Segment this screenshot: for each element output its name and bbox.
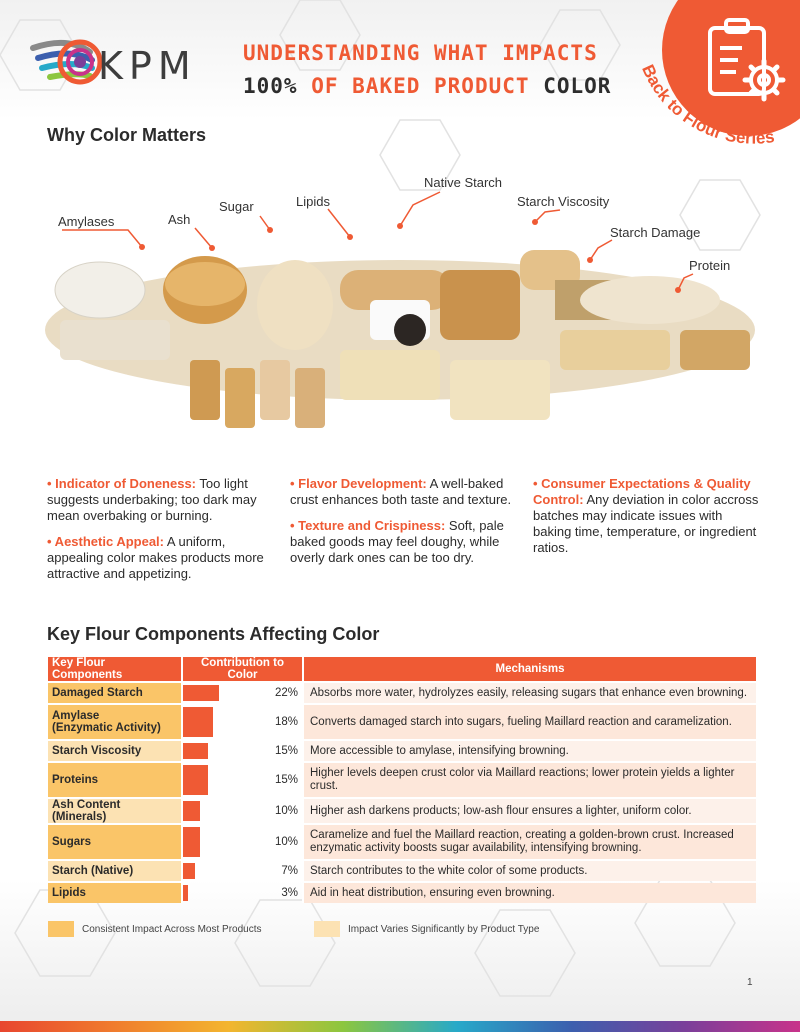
- callout-starch-viscosity: Starch Viscosity: [517, 194, 610, 209]
- column-header: Contribution to Color: [181, 657, 302, 681]
- component-name: Lipids: [48, 883, 181, 903]
- component-name-line1: Amylase: [52, 710, 100, 722]
- callout-amylases: Amylases: [58, 214, 115, 229]
- mechanism-text: Higher levels deepen crust color via Maillard reactions; lower protein yields a lighter crust.: [302, 763, 756, 797]
- legend-swatch: [314, 921, 340, 937]
- bullet-text: A well-baked crust enhances both taste and texture.: [290, 476, 512, 507]
- table-row: [48, 883, 756, 903]
- table-row: [48, 825, 756, 859]
- table-header-row: [48, 657, 756, 681]
- mechanism-text: Starch contributes to the white color of some products.: [302, 861, 756, 881]
- bullet-lead: • Flavor Development:: [290, 476, 427, 491]
- legend-label: Impact Varies Significantly by Product Type: [348, 923, 540, 935]
- callout-ash: Ash: [168, 212, 191, 227]
- bullet-consumer: [533, 476, 763, 556]
- svg-text:Back to Flour Series: [638, 62, 775, 148]
- contribution-bar: [183, 863, 195, 879]
- page-number: 1: [747, 977, 753, 988]
- component-name: Starch (Native): [48, 861, 181, 881]
- legend-label: Consistent Impact Across Most Products: [82, 923, 262, 935]
- callout-native-starch: Native Starch: [424, 175, 503, 190]
- bullet-text: Any deviation in color accross batches may indicate issues with baking time, temperature, or ingredient ratios.: [533, 492, 759, 555]
- contribution-pct: 7%: [281, 865, 298, 877]
- contribution-pct: 18%: [274, 716, 298, 728]
- title-highlight: OF BAKED PRODUCT: [311, 74, 530, 98]
- bullet-flavor: [290, 476, 520, 508]
- contribution-bar: [183, 743, 208, 759]
- contribution-cell: [181, 763, 302, 797]
- section-heading-why: Why Color Matters: [47, 125, 207, 145]
- logo-text: KPM: [98, 44, 197, 88]
- mechanism-text: Converts damaged starch into sugars, fueling Maillard reaction and caramelization.: [302, 705, 756, 739]
- mechanism-text: Higher ash darkens products; low-ash flour ensures a lighter, uniform color.: [302, 799, 756, 823]
- mechanism-text: Aid in heat distribution, ensuring even browning.: [302, 883, 756, 903]
- contribution-pct: 22%: [274, 687, 298, 699]
- bullet-column-3: [533, 476, 763, 566]
- callout-starch-damage: Starch Damage: [610, 225, 701, 240]
- series-label: [630, 60, 800, 160]
- contribution-pct: 10%: [274, 805, 298, 817]
- table-row: [48, 763, 756, 797]
- table-row: [48, 741, 756, 761]
- bullet-lead: • Indicator of Doneness:: [47, 476, 197, 491]
- contribution-pct: 15%: [274, 774, 298, 786]
- bullet-lead: • Consumer Expectations & Quality Control:: [533, 476, 751, 507]
- bullet-text: Soft, pale baked goods may feel doughy, while overly dark ones can be too dry.: [290, 518, 504, 565]
- contribution-pct: 3%: [281, 887, 298, 899]
- bullet-doneness: [47, 476, 277, 524]
- bullet-lead: • Aesthetic Appeal:: [47, 534, 164, 549]
- section-heading-components: Key Flour Components Affecting Color: [47, 624, 380, 644]
- mechanism-text: Caramelize and fuel the Maillard reaction, creating a golden-brown crust. Increased enzymatic activity boosts sugar availability, intensifying browning.: [302, 825, 756, 859]
- legend-consistent: [48, 921, 262, 937]
- bullet-aesthetic: [47, 534, 277, 582]
- mechanism-text: More accessible to amylase, intensifying browning.: [302, 741, 756, 761]
- contribution-bar: [183, 827, 200, 857]
- bullet-lead: • Texture and Crispiness:: [290, 518, 446, 533]
- table-row: [48, 799, 756, 823]
- table-row: [48, 705, 756, 739]
- contribution-bar: [183, 685, 219, 701]
- column-header: Key Flour Components: [48, 657, 181, 681]
- contribution-pct: 10%: [274, 836, 298, 848]
- contribution-cell: [181, 741, 302, 761]
- callout-sugar: Sugar: [219, 199, 254, 214]
- page-title-line1: UNDERSTANDING WHAT IMPACTS: [243, 41, 598, 65]
- contribution-bar: [183, 801, 200, 821]
- contribution-bar: [183, 707, 213, 737]
- bullet-column-1: [47, 476, 277, 592]
- contribution-pct: 15%: [274, 745, 298, 757]
- bullet-texture: [290, 518, 520, 566]
- component-name: Proteins: [48, 763, 181, 797]
- table-row: [48, 861, 756, 881]
- table-row: [48, 683, 756, 703]
- contribution-bar: [183, 885, 188, 901]
- legend-variable: [314, 921, 539, 937]
- component-name: Starch Viscosity: [48, 741, 181, 761]
- component-name-line2: (Enzymatic Activity): [52, 722, 161, 734]
- footer-color-stripe: [0, 1021, 800, 1032]
- column-header: Mechanisms: [302, 657, 756, 681]
- component-name: Sugars: [48, 825, 181, 859]
- legend-swatch: [48, 921, 74, 937]
- bullet-column-2: [290, 476, 520, 576]
- bullet-text: A uniform, appealing color makes products more attractive and appetizing.: [47, 534, 264, 581]
- title-prefix: 100%: [243, 74, 298, 98]
- baked-goods-image: [40, 210, 770, 450]
- callout-lipids: Lipids: [296, 194, 330, 209]
- components-table: [48, 655, 756, 905]
- contribution-cell: [181, 705, 302, 739]
- bullet-text: Too light suggests underbaking; too dark may mean overbaking or burning.: [47, 476, 257, 523]
- component-name: Damaged Starch: [48, 683, 181, 703]
- component-name: [48, 705, 181, 739]
- contribution-cell: [181, 861, 302, 881]
- contribution-bar: [183, 765, 208, 795]
- contribution-cell: [181, 825, 302, 859]
- mechanism-text: Absorbs more water, hydrolyzes easily, releasing sugars that enhance even browning.: [302, 683, 756, 703]
- contribution-cell: [181, 883, 302, 903]
- contribution-cell: [181, 683, 302, 703]
- contribution-cell: [181, 799, 302, 823]
- component-name: Ash Content (Minerals): [48, 799, 181, 823]
- page-title-line2: [243, 74, 611, 98]
- callout-protein: Protein: [689, 258, 731, 273]
- title-suffix: COLOR: [543, 74, 612, 98]
- series-text: Back to Flour Series: [638, 61, 776, 148]
